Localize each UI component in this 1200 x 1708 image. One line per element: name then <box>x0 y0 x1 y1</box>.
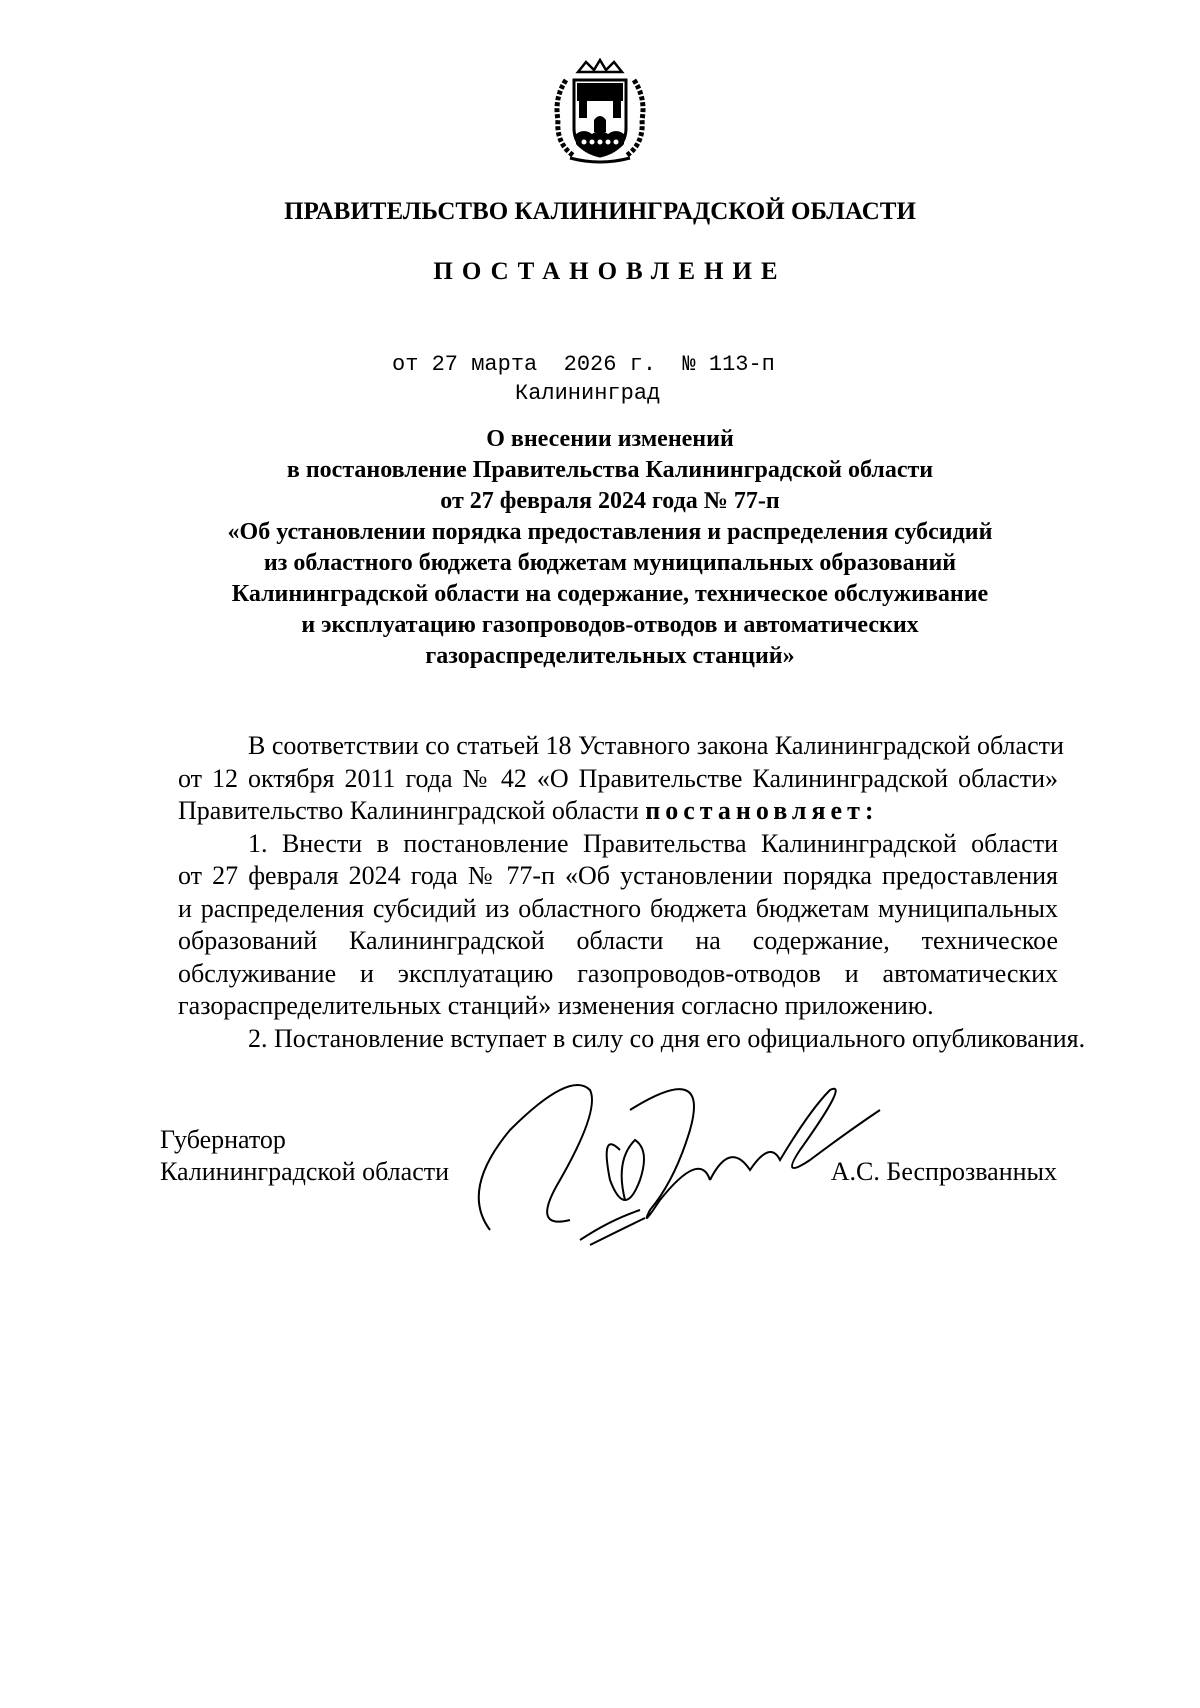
document-title <box>180 424 1040 672</box>
city: Калининград <box>515 381 661 406</box>
body-line: от 27 февраля 2024 года № 77-п «Об установлении порядка предоставления <box>178 861 1058 890</box>
coat-of-arms-emblem <box>548 58 652 164</box>
position-line: Губернатор <box>160 1125 286 1154</box>
date-year: 2026 г. <box>563 352 657 377</box>
date-day: 27 <box>431 352 459 377</box>
organization-name: ПРАВИТЕЛЬСТВО КАЛИНИНГРАДСКОЙ ОБЛАСТИ <box>284 198 916 225</box>
resolves-word: постановляет: <box>645 796 879 825</box>
body-line: 2. Постановление вступает в силу со дня его официального опубликования. <box>248 1023 1086 1053</box>
document-body <box>178 730 1086 1055</box>
title-line: О внесении изменений <box>486 426 734 452</box>
body-line: образований Калининградской области на содержание, техническое <box>178 926 1058 955</box>
document-type: ПОСТАНОВЛЕНИЕ <box>433 258 787 285</box>
title-line: Калининградской области на содержание, техническое обслуживание <box>231 581 989 607</box>
body-line <box>178 795 1058 828</box>
title-line: от 27 февраля 2024 года № 77-п <box>440 488 780 514</box>
body-line: В соответствии со статьей 18 Уставного закона Калининградской области <box>248 731 1064 760</box>
date-prefix: от <box>392 352 419 377</box>
document-number: № 113-п <box>682 352 775 377</box>
handwritten-signature <box>450 1070 890 1250</box>
date-month: марта <box>471 352 538 377</box>
body-line: 1. Внести в постановление Правительства Калининградской области <box>248 828 1058 858</box>
signatory-position <box>160 1124 449 1188</box>
title-line: в постановление Правительства Калининградской области <box>286 457 934 483</box>
body-line: и распределения субсидий из областного бюджета бюджетам муниципальных <box>178 893 1058 923</box>
signatory-name: А.С. Беспрозванных <box>830 1157 1057 1186</box>
title-line: из областного бюджета бюджетам муниципальных образований <box>263 550 957 576</box>
preamble-last: Правительство Калининградской области <box>178 796 639 825</box>
position-line: Калининградской области <box>160 1157 450 1186</box>
title-line: и эксплуатацию газопроводов-отводов и автоматических <box>301 612 919 638</box>
title-line: «Об установлении порядка предоставления и распределения субсидий <box>227 519 993 545</box>
title-line: газораспределительных станций» <box>425 643 795 669</box>
body-line: газораспределительных станций» изменения согласно приложению. <box>178 991 934 1020</box>
date-line <box>392 352 775 377</box>
body-line: от 12 октября 2011 года № 42 «О Правительстве Калининградской области» <box>178 763 1058 793</box>
body-line: обслуживание и эксплуатацию газопроводов-отводов и автоматических <box>178 958 1058 988</box>
